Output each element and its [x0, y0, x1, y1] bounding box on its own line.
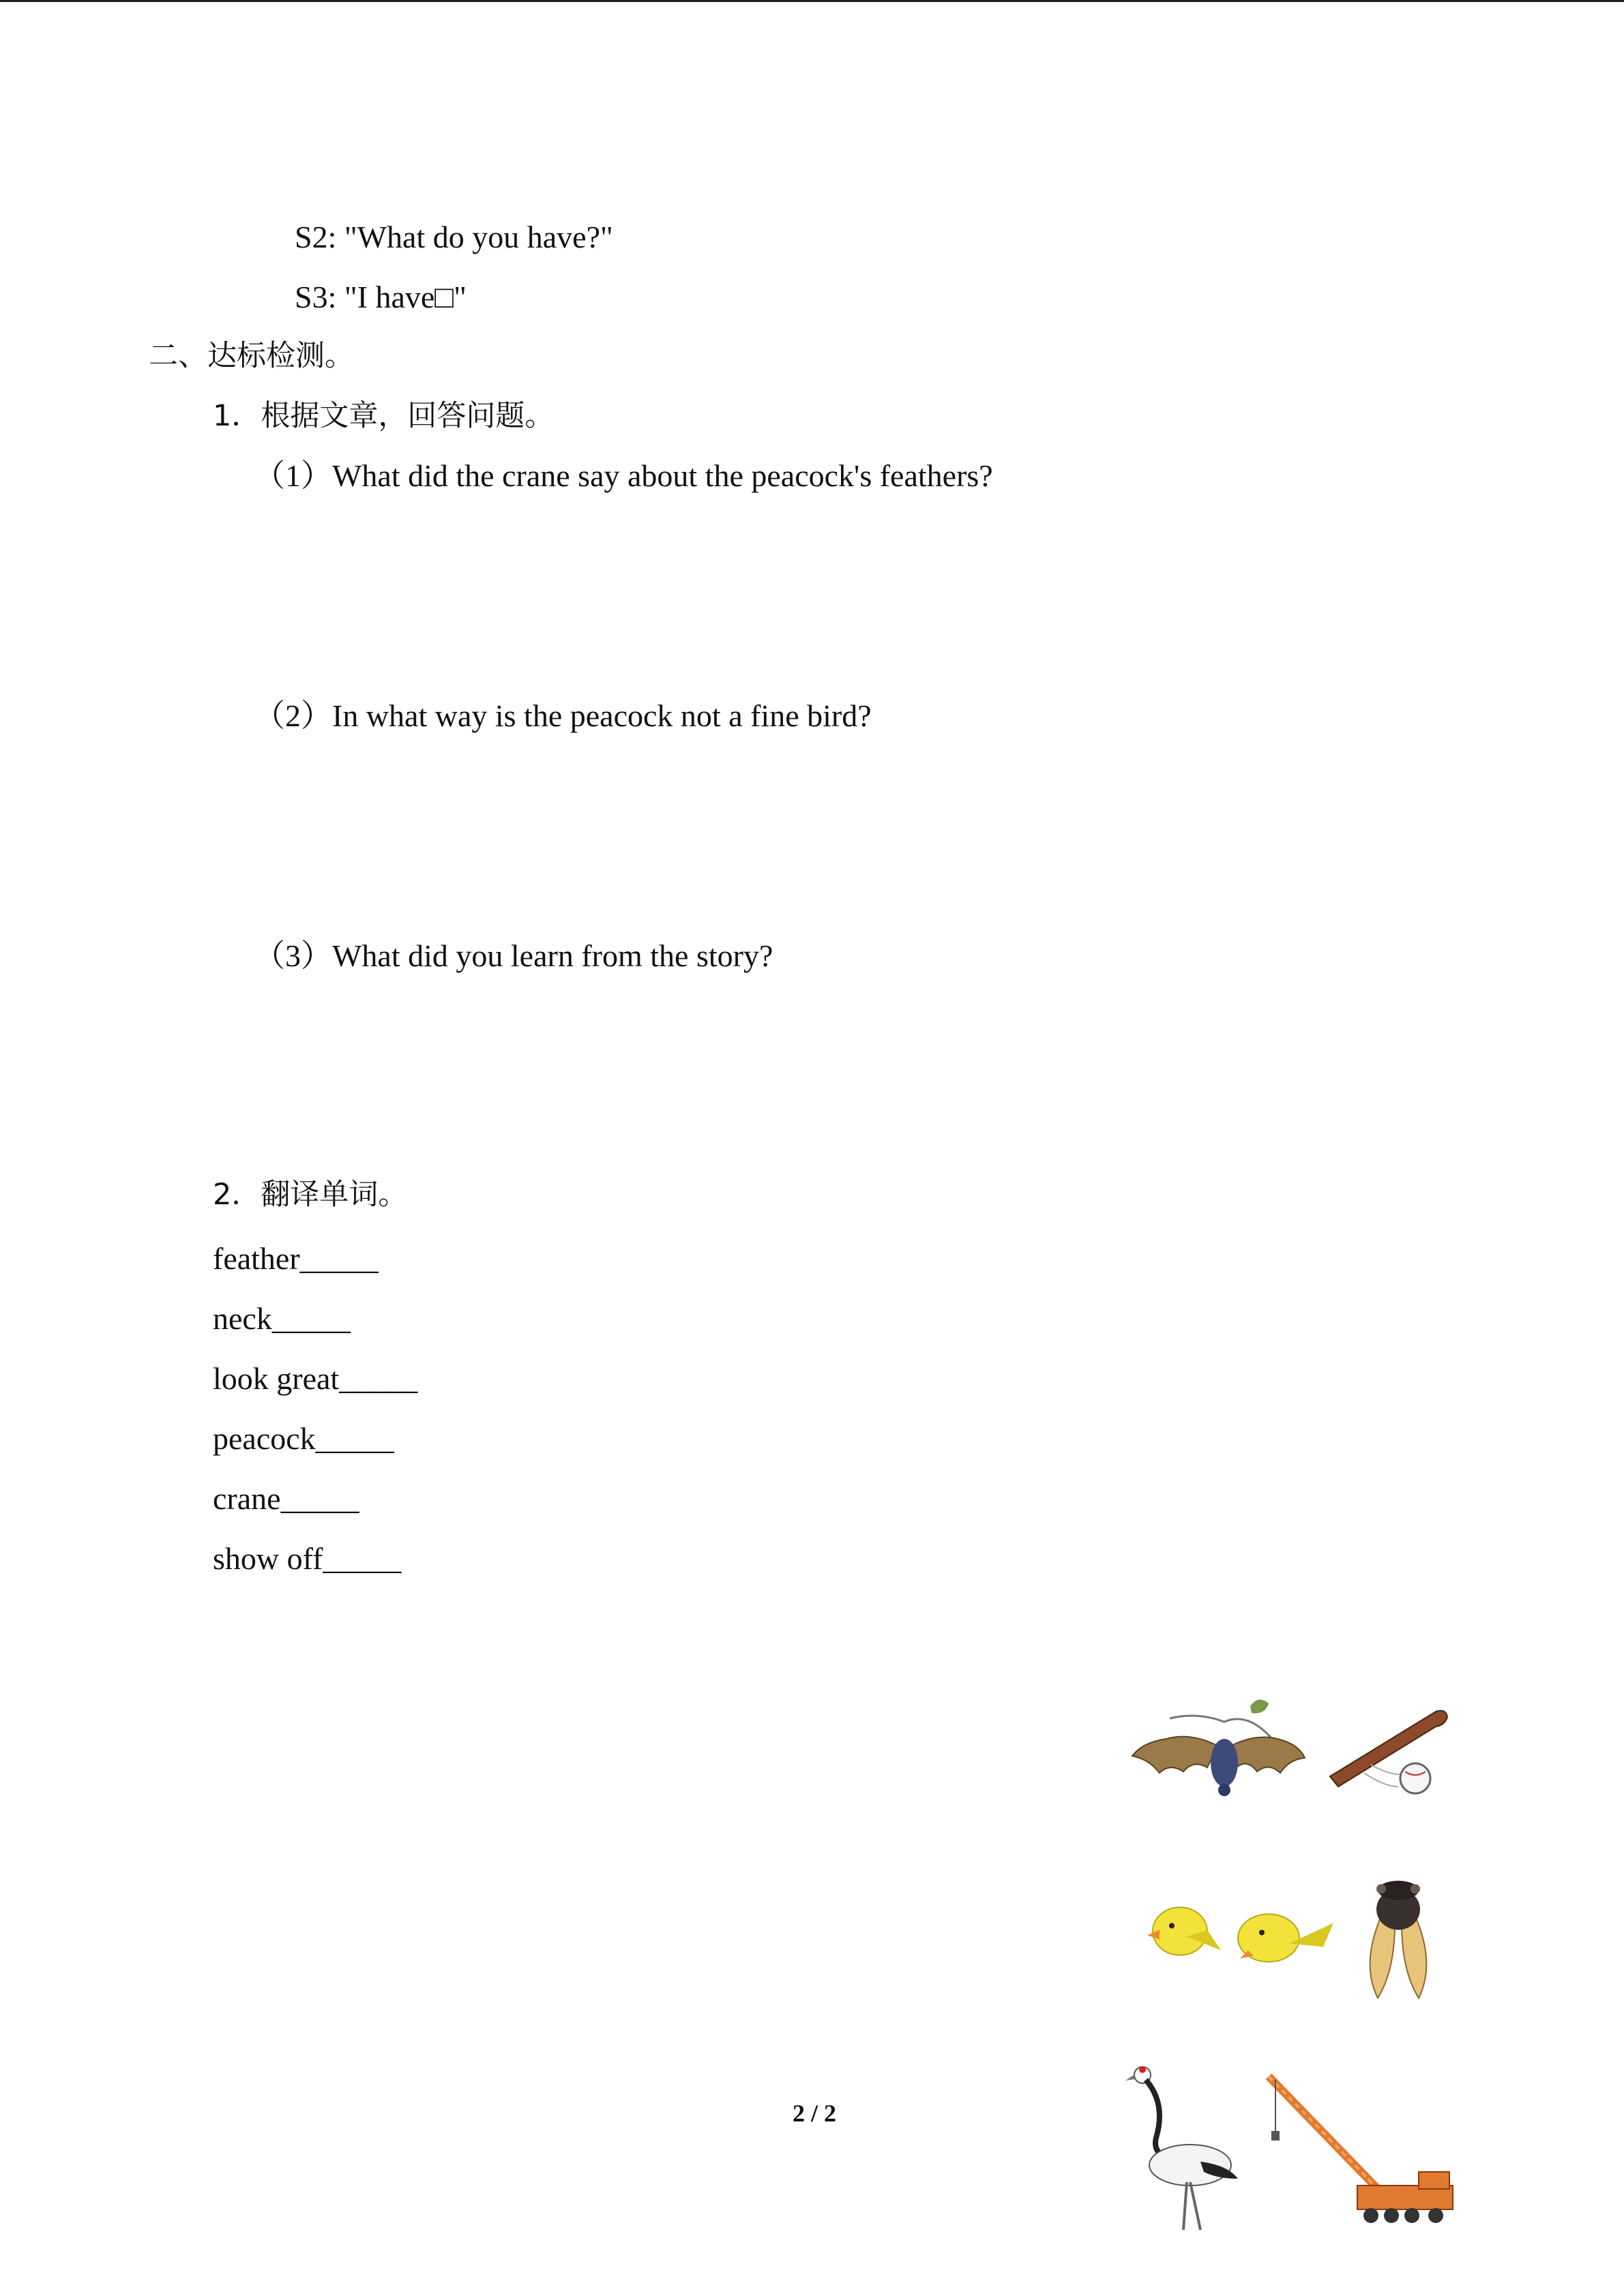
dialogue-s3: S3: "I have□": [295, 280, 467, 314]
page-number: 2 / 2: [793, 2100, 837, 2127]
two-chicks-icon: [1139, 1882, 1337, 1991]
question-1-1: （1）What did the crane say about the peacock's feathers?: [254, 458, 993, 493]
word-item: neck_____: [213, 1301, 351, 1336]
crane-bird-icon: [1125, 2063, 1241, 2233]
top-border: [0, 0, 1624, 2]
question-1-2: （2）In what way is the peacock not a fine bird?: [254, 698, 872, 733]
word-item: peacock_____: [213, 1421, 394, 1456]
crane-machine-icon: [1262, 2070, 1460, 2233]
word-item: feather_____: [213, 1241, 379, 1276]
question-2-title: 2．翻译单词。: [213, 1178, 408, 1212]
question-1-title: 1．根据文章，回答问题。: [213, 399, 555, 433]
dialogue-s2: S2: "What do you have?": [295, 220, 613, 254]
baseball-bat-icon: [1323, 1691, 1460, 1807]
bat-animal-icon: [1129, 1691, 1306, 1807]
word-item: crane_____: [213, 1481, 359, 1516]
word-item: show off_____: [213, 1541, 402, 1576]
word-item: look great_____: [213, 1361, 418, 1396]
section-title: 二、达标检测。: [149, 339, 354, 373]
cicada-icon: [1354, 1862, 1443, 2005]
question-1-3: （3）What did you learn from the story?: [254, 938, 773, 973]
